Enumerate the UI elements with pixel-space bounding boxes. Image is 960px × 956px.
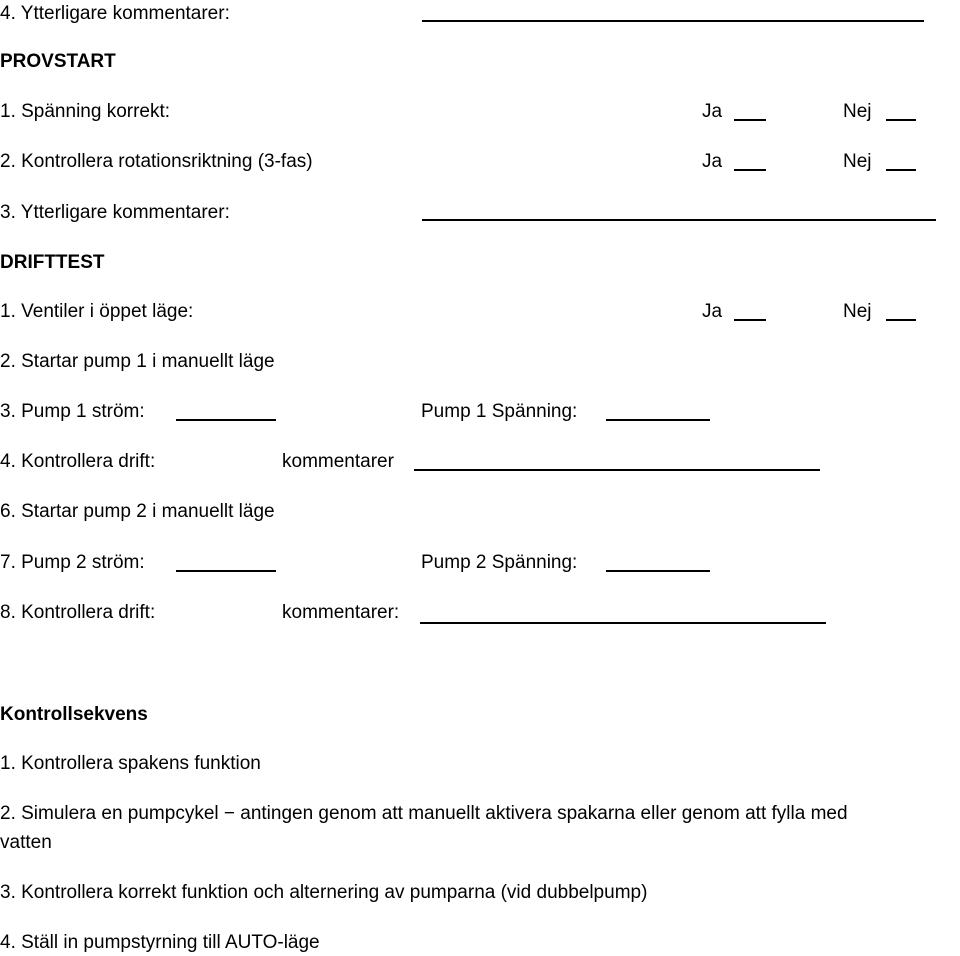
provstart-item-2-no-label: Nej xyxy=(843,151,872,172)
top-item-4-label: 4. Ytterligare kommentarer: xyxy=(0,3,230,24)
provstart-heading: PROVSTART xyxy=(0,51,116,72)
drifttest-item-4-comment-label: kommentarer xyxy=(282,451,394,472)
pump-2-voltage-label: Pump 2 Spänning: xyxy=(421,552,578,573)
drifttest-item-8-comment-label: kommentarer: xyxy=(282,602,400,623)
provstart-item-2-no-line[interactable] xyxy=(886,169,916,171)
top-item-4-answer-line[interactable] xyxy=(422,20,924,22)
provstart-item-1-label: 1. Spänning korrekt: xyxy=(0,101,171,122)
provstart-item-1-yes-label: Ja xyxy=(702,101,723,122)
drifttest-heading: DRIFTTEST xyxy=(0,252,105,273)
drifttest-item-1-yes-line[interactable] xyxy=(734,319,766,321)
pump-2-voltage-line[interactable] xyxy=(606,570,710,572)
pump-1-voltage-line[interactable] xyxy=(606,419,710,421)
kontrollsekvens-heading: Kontrollsekvens xyxy=(0,704,148,725)
provstart-item-1-no-label: Nej xyxy=(843,101,872,122)
drifttest-item-4-label: 4. Kontrollera drift: xyxy=(0,451,156,472)
provstart-item-2-label: 2. Kontrollera rotationsriktning (3-fas) xyxy=(0,151,313,172)
pump-2-current-line[interactable] xyxy=(176,570,276,572)
pump-1-voltage-label: Pump 1 Spänning: xyxy=(421,401,578,422)
drifttest-item-8-comment-line[interactable] xyxy=(420,622,826,624)
drifttest-item-4-comment-line[interactable] xyxy=(414,469,820,471)
drifttest-item-1-label: 1. Ventiler i öppet läge: xyxy=(0,301,194,322)
provstart-item-2-yes-line[interactable] xyxy=(734,169,766,171)
kontrollsekvens-item-2: 2. Simulera en pumpcykel − antingen genom att manuellt aktivera spakarna eller genom att fylla med xyxy=(0,803,848,824)
kontrollsekvens-item-2-continued: vatten xyxy=(0,832,52,853)
drifttest-item-6-label: 6. Startar pump 2 i manuellt läge xyxy=(0,501,275,522)
drifttest-item-7-label: 7. Pump 2 ström: xyxy=(0,552,145,573)
provstart-item-1-yes-line[interactable] xyxy=(734,119,766,121)
drifttest-item-1-no-label: Nej xyxy=(843,301,872,322)
drifttest-item-2-label: 2. Startar pump 1 i manuellt läge xyxy=(0,351,275,372)
provstart-item-1-no-line[interactable] xyxy=(886,119,916,121)
drifttest-item-1-no-line[interactable] xyxy=(886,319,916,321)
provstart-item-2-yes-label: Ja xyxy=(702,151,723,172)
provstart-item-3-label: 3. Ytterligare kommentarer: xyxy=(0,202,230,223)
pump-1-current-line[interactable] xyxy=(176,419,276,421)
kontrollsekvens-item-3: 3. Kontrollera korrekt funktion och alternering av pumparna (vid dubbelpump) xyxy=(0,882,648,903)
drifttest-item-1-yes-label: Ja xyxy=(702,301,723,322)
kontrollsekvens-item-4: 4. Ställ in pumpstyrning till AUTO-läge xyxy=(0,932,320,953)
drifttest-item-8-label: 8. Kontrollera drift: xyxy=(0,602,156,623)
drifttest-item-3-label: 3. Pump 1 ström: xyxy=(0,401,145,422)
kontrollsekvens-item-1: 1. Kontrollera spakens funktion xyxy=(0,753,261,774)
provstart-item-3-answer-line[interactable] xyxy=(422,219,936,221)
